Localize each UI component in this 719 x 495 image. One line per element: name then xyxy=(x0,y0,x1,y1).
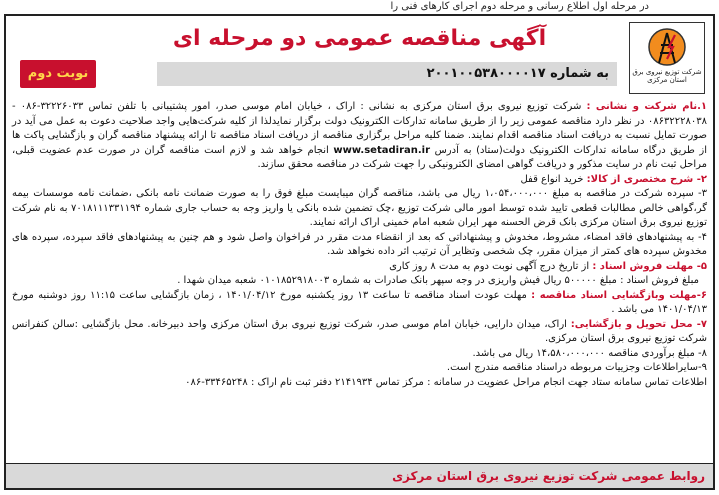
section-8: ۸- مبلغ برآوردی مناقصه ۱۴،۵۸۰،۰۰۰،۰۰۰ ریال می باشد. xyxy=(472,347,707,359)
section-1-text-2: انجام خواهد شد و لازم است مناقصه گران در صورت عدم عضویت قبلی، مراحل ثبت نام در سایت مذکور و دریافت گواهی امضای الکترونیکی را جهت شرکت در مناقصه محقق سازند. xyxy=(12,144,707,170)
section-5-price: مبلغ فروش اسناد : مبلغ ۵۰۰۰۰۰ ریال فیش واریزی در وجه سپهر بانک صادرات به شماره ۰۱۰۱۸۵۲۹۱۸۰۰۳ شعبه میدان شهدا . xyxy=(177,275,699,286)
ad-body xyxy=(12,100,707,390)
section-5 xyxy=(12,260,707,275)
top-strip-text: در مرحله اول اطلاع رسانی و مرحله دوم اجرای کارهای فنی را xyxy=(390,1,649,12)
section-3: ۳- سپرده شرکت در مناقصه به مبلغ ۱،۰۵۴،۰۰۰،۰۰۰ ریال می باشد، مناقصه گران میبایست مبلغ فوق را به صورت ضمانت نامه بانکی ،ضمانت نامه موسسات بیمه گر،گواهی خالص مطالبات قطعی تایید شده توسط امور مالی شرکت توزیع ،چک تضمین شده بانکی یا واریز وجه به حساب جاری شماره ۷۰۱۸۱۱۱۳۳۱۱۹۴ به نام شرکت توزیع نیروی برق استان مرکزی بانک قرض الحسنه مهر ایران شعبه امام خمینی اراک ارائه نمایند. xyxy=(12,188,707,228)
section-2 xyxy=(12,173,707,188)
contact-info: اطلاعات تماس سامانه ستاد جهت انجام مراحل عضویت در سامانه : مرکز تماس ۲۱۴۱۹۳۴ دفتر ثبت نام اراک : ۳۳۴۶۵۲۴۸-۰۸۶ xyxy=(185,376,707,388)
round-badge: نوبت دوم xyxy=(20,60,96,88)
logo-company-name: شرکت توزیع نیروی برق استان مرکزی xyxy=(632,68,702,84)
section-6 xyxy=(12,289,707,318)
section-1 xyxy=(12,100,707,173)
section-1-text: شرکت توزیع نیروی برق استان مرکزی به نشانی : اراک ، خیابان امام موسی صدر، امور پشتیبانی با تلفن تماس ۳۲۲۲۶۰۳۳-۰۸۶ - ۰۸۶۳۲۲۲۸۰۳۸ در نظر دارد مناقصه عمومی زیر را از طریق سامانه تدارکات الکترونیک دولت برگزار نمایدلذا از کلیه شرکت‌هایی واجد صلاحیت دعوت به عمل می آید در صورت تمایل نسبت به دریافت اسناد مناقصه اقدام نمایند. ضمنا کلیه مراحل برگزاری مناقصه از دریافت اسناد مناقصه تا ارائه پیشنهاد مناقصه گران و بازگشایی پاکت ها از طریق درگاه سامانه تدارکات الکترونیک دولت(ستاد) به آدرس xyxy=(12,101,707,156)
ad-footer: روابط عمومی شرکت توزیع نیروی برق استان مرکزی xyxy=(6,463,713,488)
section-1-title: ۱.نام شرکت و نشانی : xyxy=(586,101,707,112)
section-2-text: خرید انواع قفل xyxy=(520,173,587,185)
setad-url-link[interactable]: www.setadiran.ir xyxy=(333,144,431,156)
page-title: آگهی مناقصه عمومی دو مرحله ای xyxy=(172,26,547,51)
section-5-text: از تاریخ درج آگهی نوبت دوم به مدت ۸ روز کاری xyxy=(389,260,593,272)
tender-number: به شماره ۲۰۰۱۰۰۵۳۸۰۰۰۰۱۷ xyxy=(157,62,617,86)
section-4: ۴- به پیشنهادهای فاقد امضاء، مشروط، مخدوش و پیشنهاداتی که بعد از انقضاء مدت مقرر در فراخوان واصل شود و هم چنین به پیشنهادهای فاقد سپرده، سپرده های مخدوش سپرده های کمتر از میزان مقرر، چک شخصی وتظایر آن ترتیب اثر داده نخواهد شد. xyxy=(12,231,707,257)
ad-header xyxy=(6,16,713,100)
section-6-title: ۶-مهلت وبازگشایی اسناد مناقصه : xyxy=(531,289,707,301)
section-2-title: ۲- شرح مختصری از کالا: xyxy=(586,173,707,185)
section-7 xyxy=(12,318,707,347)
tender-ad-frame xyxy=(4,14,715,490)
section-5-title: ۵- مهلت فروش اسناد : xyxy=(592,260,707,272)
section-6-text: مهلت عودت اسناد مناقصه تا ساعت ۱۳ روز یکشنبه مورخ ۱۴۰۱/۰۴/۱۲ ، زمان بازگشایی ساعت ۱۱:۱۵ روز دوشنبه مورخ ۱۴۰۱/۰۴/۱۳ می باشد . xyxy=(12,289,707,315)
section-9: ۹-سایراطلاعات وجزییات مربوطه دراسناد مناقصه مندرج است. xyxy=(446,362,707,373)
section-7-text: اراک، میدان دارایی، خیابان امام موسی صدر، شرکت توزیع نیروی برق استان مرکزی واحد دبیرخانه. محل بازگشایی :سالن کنفرانس شرکت توزیع نیروی برق استان مرکزی. xyxy=(12,318,707,344)
section-7-title: ۷- محل تحویل و بازگشایی: xyxy=(570,318,707,330)
